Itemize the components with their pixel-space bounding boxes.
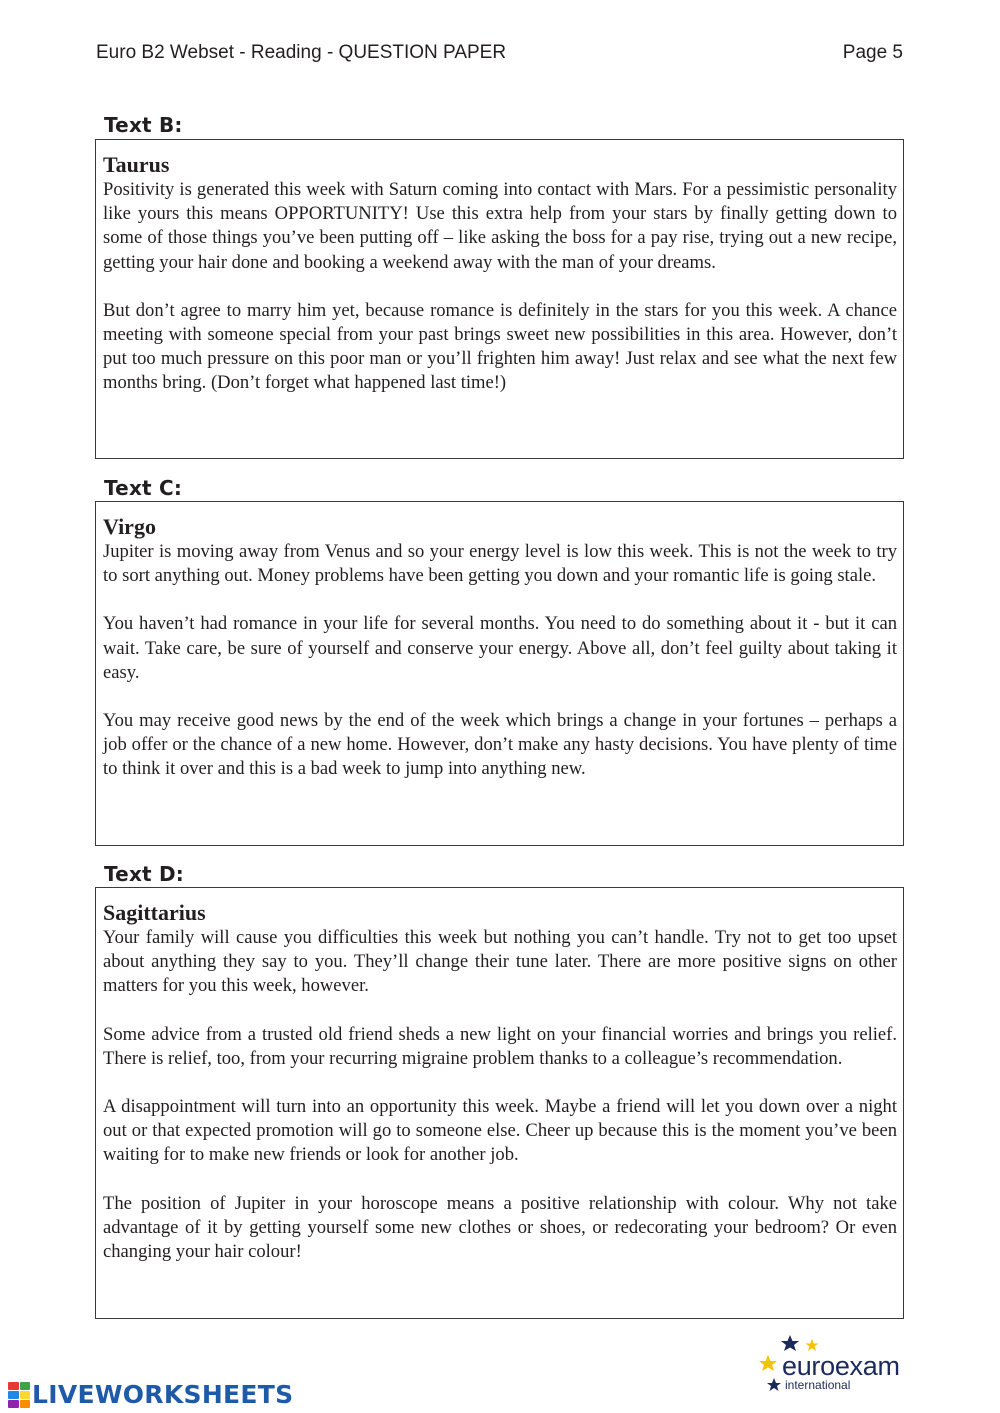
paragraph: Your family will cause you difficulties this week but nothing you can’t handle. Try not to get too upset about anything they say to you. They’ll change their tune later. There are more positive signs on other matters for you this week, however. — [103, 927, 897, 997]
paragraph: A disappointment will turn into an opportunity this week. Maybe a friend will let you down over a night out or that expected promotion will go to someone else. Cheer up because this is the moment you’ve been waiting for to make new friends or look for another job. — [103, 1096, 897, 1166]
section-label-text-d: Text D: — [104, 862, 184, 886]
euroexam-subtitle: international — [785, 1378, 851, 1392]
liveworksheets-icon — [8, 1382, 30, 1408]
section-label-text-c: Text C: — [104, 476, 183, 500]
liveworksheets-wordmark: LIVEWORKSHEETS — [32, 1380, 294, 1409]
sign-title: Sagittarius — [103, 900, 206, 925]
euroexam-logo — [752, 1333, 912, 1398]
text-box-sagittarius — [95, 887, 904, 1319]
paragraph: The position of Jupiter in your horoscope means a positive relationship with colour. Why not take advantage of it by getting yourself some new clothes or shoes, or redecorating your bedroom? Or even changing your hair colour! — [103, 1192, 897, 1263]
document-title: Euro B2 Webset - Reading - QUESTION PAPER — [96, 42, 507, 63]
paragraph: You may receive good news by the end of the week which brings a change in your fortunes – perhaps a job offer or the chance of a new home. However, don’t make any hasty decisions. You have plenty of time to think it over and this is a bad week to jump into anything new. — [103, 710, 897, 780]
text-box-taurus — [95, 139, 904, 459]
liveworksheets-logo — [8, 1380, 293, 1409]
sign-title: Virgo — [103, 514, 156, 539]
sign-title: Taurus — [103, 152, 170, 177]
section-label-text-b: Text B: — [104, 113, 183, 137]
text-box-virgo — [95, 501, 904, 846]
paragraph: Jupiter is moving away from Venus and so your energy level is low this week. This is not the week to try to sort anything out. Money problems have been getting you down and your romantic life is going stale. — [103, 541, 897, 587]
paragraph: Some advice from a trusted old friend sheds a new light on your financial worries and brings you relief. There is relief, too, from your recurring migraine problem thanks to a colleague’s recommendation. — [103, 1023, 897, 1069]
paragraph: Positivity is generated this week with Saturn coming into contact with Mars. For a pessimistic personality like yours this means OPPORTUNITY! Use this extra help from your stars by finally getting down to some of those things you’ve been putting off – like asking the boss for a pay rise, trying out a new recipe, getting your hair done and booking a weekend away with the man of your dreams. — [103, 179, 897, 273]
paragraph: But don’t agree to marry him yet, because romance is definitely in the stars for you this week. A chance meeting with someone special from your past brings sweet new possibilities in this area. However, don’t put too much pressure on this poor man or you’ll frighten him away! Just relax and see what the next few months bring. (Don’t forget what happened last time!) — [103, 299, 897, 394]
page-number: Page 5 — [842, 42, 903, 63]
euroexam-wordmark: euroexam — [782, 1351, 900, 1381]
paragraph: You haven’t had romance in your life for several months. You need to do something about it - but it can wait. Take care, be sure of yourself and conserve your energy. Above all, don’t feel guilty about taking it easy. — [103, 613, 897, 683]
